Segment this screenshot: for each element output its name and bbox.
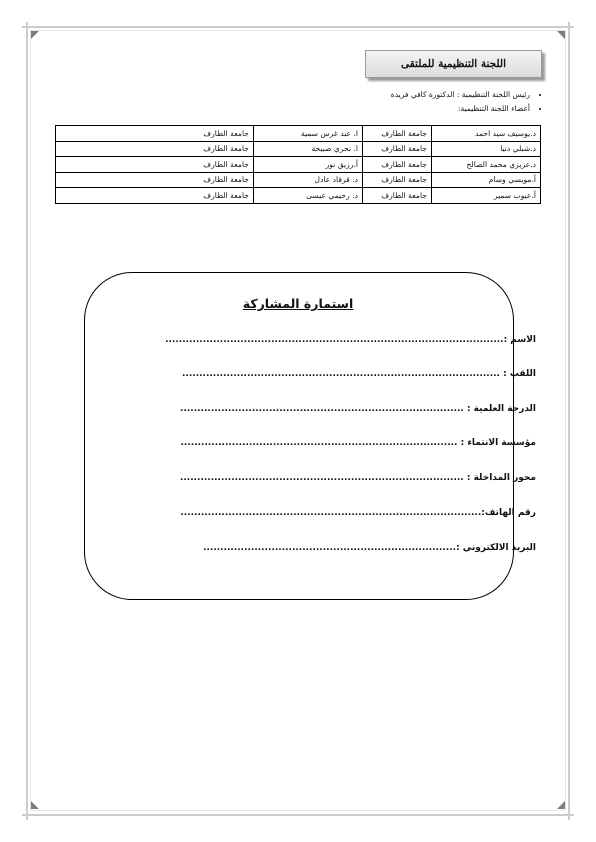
member-university: جامعة الطارف (56, 141, 254, 157)
members-line: • أعضاء اللجنة التنظيمية: (391, 102, 530, 116)
member-name: د.يوسيف سيد احمد (432, 126, 541, 142)
surname-field: اللقب : ............................................................................................. (182, 369, 536, 379)
table-row (56, 141, 541, 157)
member-name: د. قرقاد عادل (254, 172, 363, 188)
member-name: أ.رزيق نور (254, 157, 363, 173)
name-field: الاسم :................................................................................................... (165, 335, 536, 345)
phone-field: رقم الهاتف:........................................................................................ (180, 508, 536, 518)
member-name: أ.مويسي وسام (432, 172, 541, 188)
chair-line: • رئيس اللجنة التنظيمية : الدكتورة كافي فريدة (391, 88, 530, 102)
member-name: د.عزيزي محمد الصالح (432, 157, 541, 173)
member-name: ا. عبد غرس سمية (254, 126, 363, 142)
member-university: جامعة الطارف (56, 188, 254, 204)
table-row (56, 126, 541, 142)
member-university: جامعة الطارف (363, 157, 432, 173)
member-university: جامعة الطارف (363, 172, 432, 188)
form-title: استمارة المشاركة (242, 296, 354, 311)
committee-bullets (391, 88, 544, 116)
committee-heading-text: اللجنة التنظيمية للملتقى (400, 58, 507, 70)
table-row (56, 188, 541, 204)
table-row (56, 172, 541, 188)
member-university: جامعة الطارف (56, 126, 254, 142)
member-university: جامعة الطارف (56, 172, 254, 188)
table-row (56, 157, 541, 173)
member-name: د. رحيمي عيسى (254, 188, 363, 204)
topic-field: محور المداخلة : ................................................................................... (179, 473, 536, 483)
email-field: البريد الالكتروني :.......................................................................... (203, 543, 536, 553)
committee-members-table (55, 125, 541, 204)
committee-heading (365, 50, 542, 78)
institution-field: مؤسسة الانتماء : ................................................................................. (180, 438, 536, 448)
member-name: د.شبلي دنيا (432, 141, 541, 157)
member-name: ا. نحري صبيحة (254, 141, 363, 157)
degree-field: الدرجة العلمية : ................................................................................... (180, 404, 536, 414)
member-university: جامعة الطارف (363, 141, 432, 157)
member-name: أ.عيوب سمير (432, 188, 541, 204)
member-university: جامعة الطارف (363, 188, 432, 204)
member-university: جامعة الطارف (56, 157, 254, 173)
member-university: جامعة الطارف (363, 126, 432, 142)
